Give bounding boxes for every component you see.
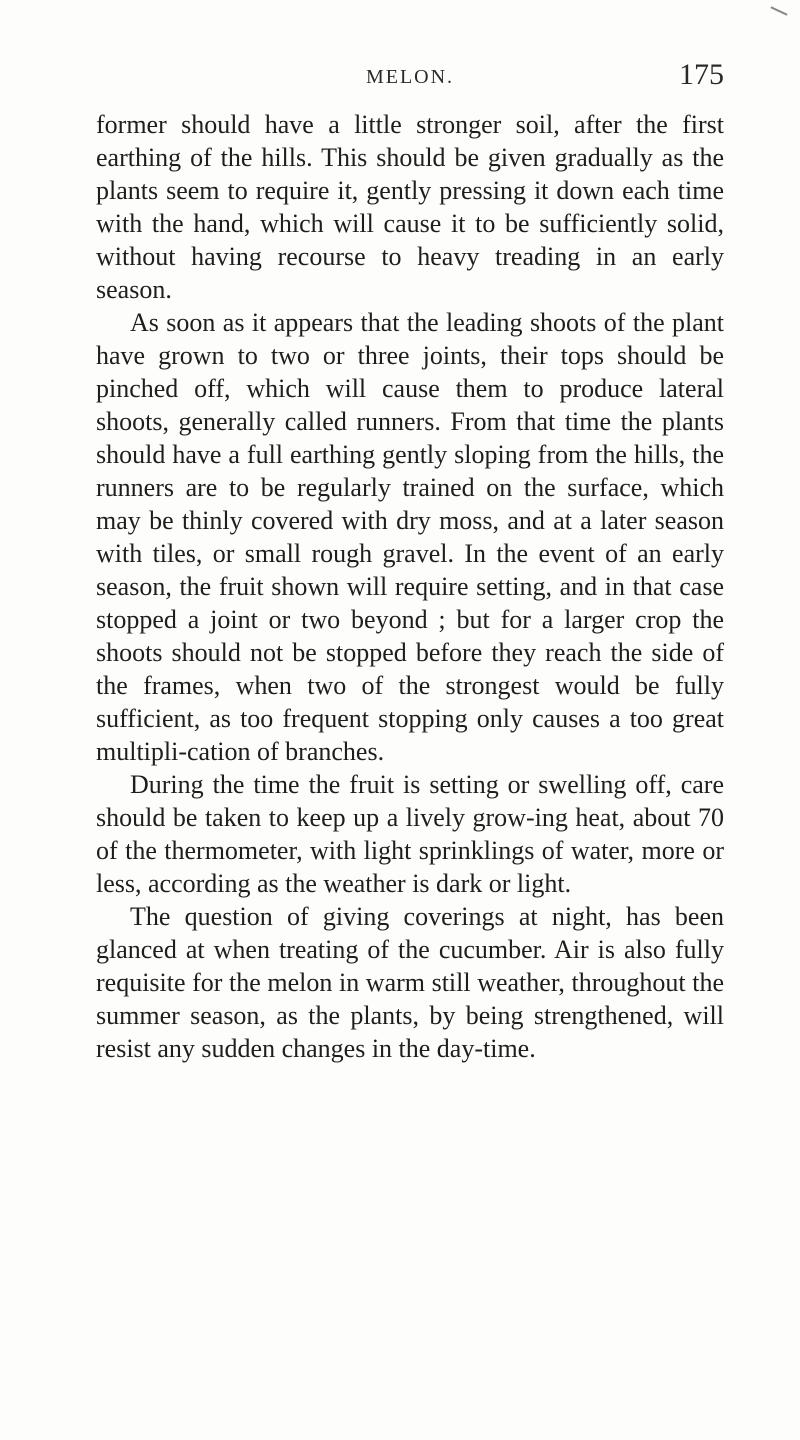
body-text (96, 108, 724, 1065)
page-corner-mark (770, 6, 787, 15)
page-number: 175 (679, 58, 724, 91)
paragraph: During the time the fruit is setting or swelling off, care should be taken to keep up a lively grow-ing heat, about 70 of the thermometer, with light sprinklings of water, more or less, according as the weather is dark or light. (96, 770, 724, 898)
running-title: MELON. (365, 66, 455, 88)
paragraph: former should have a little stronger soil, after the first earthing of the hills. This should be given gradually as the plants seem to require it, gently pressing it down each time with the hand, which will cause it to be sufficiently solid, without having recourse to heavy treading in an early season. (96, 110, 724, 304)
running-head (96, 56, 724, 96)
paragraph: As soon as it appears that the leading shoots of the plant have grown to two or three joints, their tops should be pinched off, which will cause them to produce lateral shoots, generally called runners. From that time the plants should have a full earthing gently sloping from the hills, the runners are to be regularly trained on the surface, which may be thinly covered with dry moss, and at a later season with tiles, or small rough gravel. In the event of an early season, the fruit shown will require setting, and in that case stopped a joint or two beyond ; but for a larger crop the shoots should not be stopped before they reach the side of the frames, when two of the strongest would be fully sufficient, as too frequent stopping only causes a too great multipli-cation of branches. (96, 308, 724, 766)
paragraph: The question of giving coverings at night, has been glanced at when treating of the cucumber. Air is also fully requisite for the melon in warm still weather, throughout the summer season, as the plants, by being strengthened, will resist any sudden changes in the day-time. (96, 902, 724, 1063)
